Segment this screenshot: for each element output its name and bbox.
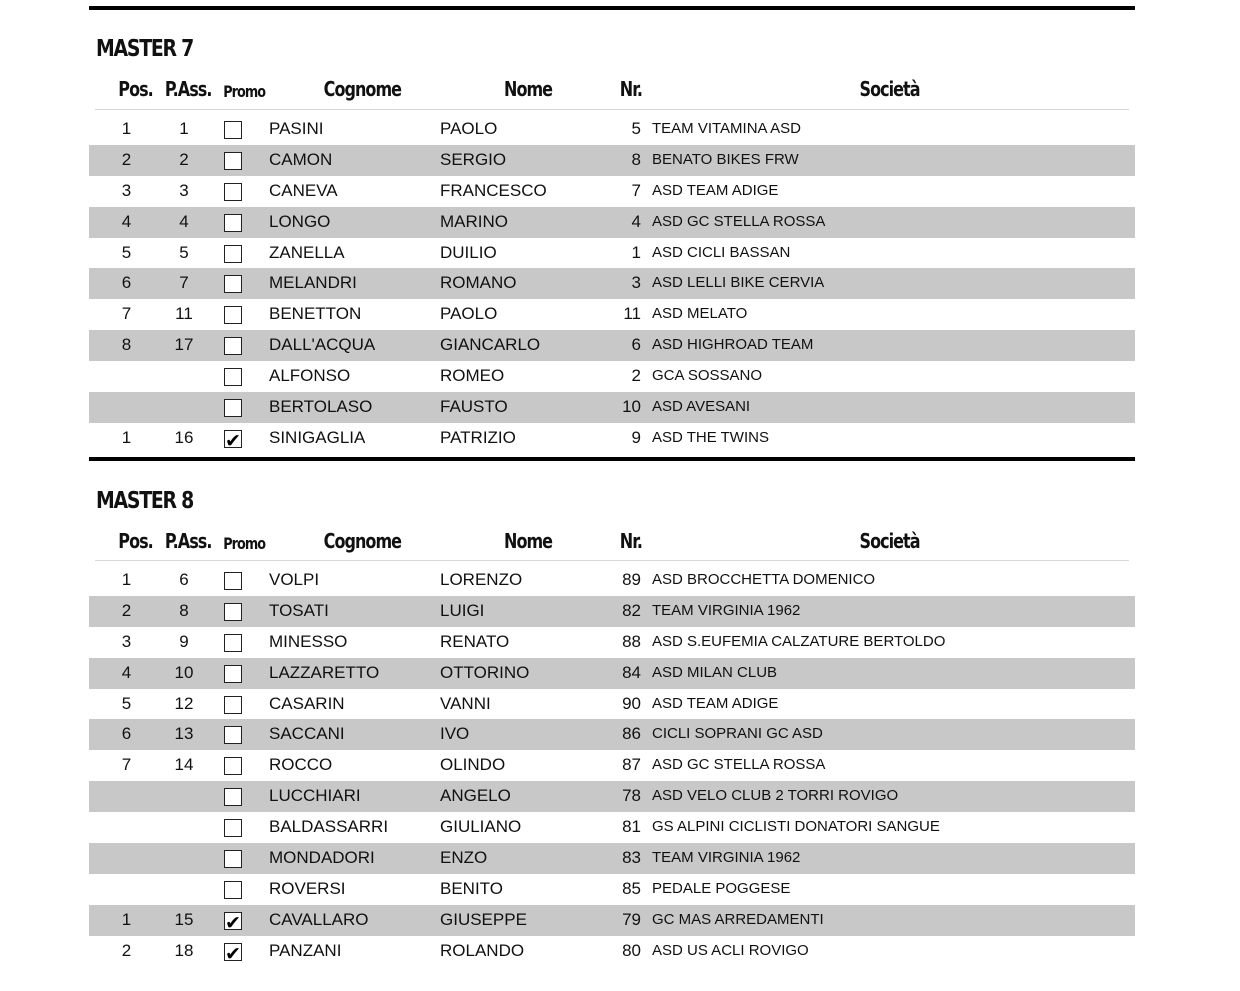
table-row [89,176,1135,207]
promo-checkbox[interactable] [224,696,242,714]
cell-nome: PATRIZIO [440,427,516,447]
cell-societa: BENATO BIKES FRW [652,150,799,168]
cell-cognome: PASINI [269,119,324,138]
cell-pos: 1 [121,427,132,447]
cell-societa: PEDALE POGGESE [652,879,791,897]
cell-societa: TEAM VITAMINA ASD [652,120,801,137]
table-row [89,207,1135,238]
cell-nome: PAOLO [440,304,498,324]
table-row [89,905,1135,936]
cell-nr: 9 [631,427,641,447]
cell-societa: TEAM VIRGINIA 1962 [652,849,801,867]
cell-cognome: CANEVA [269,180,338,200]
cell-pass: 16 [174,427,194,447]
cell-pos: 2 [121,600,132,620]
table-row [89,596,1135,627]
cell-pos: 8 [121,335,132,355]
cell-pass: 12 [174,693,194,713]
section-bottom-rule [89,457,1135,461]
cell-pass: 8 [179,600,189,620]
cell-nr: 80 [622,940,641,960]
cell-nome: ROMANO [440,273,517,293]
table-header [89,529,1135,559]
cell-nr: 6 [631,335,641,355]
cell-cognome: DALL'ACQUA [269,335,376,355]
cell-nome: BENITO [440,878,503,898]
table-row [89,330,1135,361]
header-promo: Promo [223,534,266,553]
cell-societa: ASD GC STELLA ROSSA [652,212,826,230]
cell-nr: 87 [622,755,641,775]
table-row [89,843,1135,874]
cell-societa: TEAM VIRGINIA 1962 [652,601,801,619]
cell-nr: 82 [622,600,641,620]
cell-nr: 10 [622,397,641,417]
cell-nome: ENZO [440,848,488,868]
cell-pos: 4 [121,662,132,682]
promo-checkbox[interactable] [224,275,242,293]
cell-pos: 1 [121,570,132,589]
cell-societa: ASD S.EUFEMIA CALZATURE BERTOLDO [652,632,946,650]
cell-pos: 6 [121,724,132,744]
table-row [89,936,1135,967]
cell-nome: DUILIO [440,242,497,262]
cell-pass: 2 [179,149,189,169]
table-header [89,77,1135,107]
cell-societa: ASD TEAM ADIGE [652,694,779,712]
promo-checkbox[interactable] [224,399,242,417]
cell-nr: 4 [631,211,641,231]
promo-checkbox[interactable] [224,603,242,621]
section-title: MASTER 7 [96,36,194,62]
cell-nome: LUIGI [440,600,485,620]
cell-pass: 10 [174,662,194,682]
header-pos: Pos. [118,77,153,101]
cell-nome: FRANCESCO [440,180,547,200]
cell-nome: LORENZO [440,570,523,589]
cell-pos: 7 [121,755,132,775]
cell-cognome: VOLPI [269,570,320,589]
cell-pass: 7 [179,273,189,293]
cell-nr: 78 [622,786,641,806]
cell-pass: 9 [179,631,189,651]
section-top-rule [89,6,1135,10]
cell-pass: 6 [179,570,189,589]
header-divider [95,109,1129,110]
header-nr: Nr. [619,77,642,101]
table-row [89,627,1135,658]
promo-checkbox[interactable] [224,430,242,448]
cell-cognome: ROCCO [269,755,333,775]
cell-nome: ROLANDO [440,940,525,960]
header-nr: Nr. [619,529,642,553]
header-pass: P.Ass. [164,77,212,101]
promo-checkbox[interactable] [224,306,242,324]
cell-cognome: LONGO [269,211,331,231]
header-cognome: Cognome [323,77,402,101]
cell-pass: 11 [175,304,193,324]
promo-checkbox[interactable] [224,881,242,899]
cell-nr: 84 [622,662,641,682]
cell-societa: ASD MELATO [652,305,748,323]
cell-societa: ASD AVESANI [652,398,751,416]
header-divider [95,560,1129,561]
cell-societa: ASD VELO CLUB 2 TORRI ROVIGO [652,787,899,805]
promo-checkbox[interactable] [224,726,242,744]
cell-nome: GIUSEPPE [440,909,527,929]
cell-societa: CICLI SOPRANI GC ASD [652,725,823,743]
cell-nr: 88 [622,631,641,651]
cell-pos: 5 [121,693,132,713]
cell-cognome: ROVERSI [269,878,346,898]
cell-pass: 13 [174,724,194,744]
cell-pass: 15 [174,909,194,929]
cell-cognome: SACCANI [269,724,345,744]
promo-checkbox[interactable] [224,152,242,170]
cell-nome: RENATO [440,631,510,651]
cell-nome: FAUSTO [440,397,508,417]
cell-cognome: MELANDRI [269,273,357,293]
cell-societa: ASD BROCCHETTA DOMENICO [652,571,876,588]
cell-nr: 81 [622,817,641,837]
cell-cognome: TOSATI [269,600,329,620]
promo-checkbox[interactable] [224,121,242,139]
header-promo: Promo [223,82,266,101]
header-nome: Nome [504,529,553,553]
cell-societa: ASD THE TWINS [652,428,769,446]
cell-cognome: LAZZARETTO [269,662,380,682]
promo-checkbox[interactable] [224,337,242,355]
cell-cognome: PANZANI [269,940,342,960]
cell-cognome: ALFONSO [269,366,351,386]
cell-nr: 86 [622,724,641,744]
promo-checkbox[interactable] [224,245,242,263]
cell-cognome: ZANELLA [269,242,345,262]
cell-pos: 7 [121,304,132,324]
promo-checkbox[interactable] [224,214,242,232]
promo-checkbox[interactable] [224,572,242,590]
promo-checkbox[interactable] [224,665,242,683]
cell-nr: 83 [622,848,641,868]
cell-nome: IVO [440,724,470,744]
table-row [89,392,1135,423]
cell-nr: 1 [631,242,641,262]
cell-nome: PAOLO [440,119,498,138]
cell-pos: 2 [121,940,132,960]
cell-nome: OTTORINO [440,662,530,682]
cell-nome: GIULIANO [440,817,522,837]
cell-cognome: MONDADORI [269,848,375,868]
promo-checkbox[interactable] [224,819,242,837]
cell-nome: GIANCARLO [440,335,541,355]
cell-cognome: BALDASSARRI [269,817,389,837]
cell-nr: 2 [631,366,641,386]
promo-checkbox[interactable] [224,788,242,806]
cell-cognome: BENETTON [269,304,362,324]
section-title: MASTER 8 [96,488,194,514]
cell-pos: 1 [121,119,132,138]
table-row [89,268,1135,299]
cell-cognome: MINESSO [269,631,348,651]
cell-pos: 5 [121,242,132,262]
results-table [89,114,1135,454]
cell-cognome: CASARIN [269,693,345,713]
cell-nr: 8 [631,149,641,169]
cell-pass: 18 [174,940,194,960]
promo-checkbox[interactable] [224,943,242,961]
cell-pos: 3 [121,631,132,651]
results-table [89,565,1135,967]
header-societa: Società [859,529,920,553]
cell-nome: ROMEO [440,366,505,386]
cell-societa: ASD US ACLI ROVIGO [652,941,809,959]
table-row [89,812,1135,843]
cell-pass: 1 [179,119,189,138]
cell-nr: 5 [631,119,641,138]
header-pass: P.Ass. [164,529,212,553]
table-row [89,719,1135,750]
table-row [89,781,1135,812]
cell-nome: ANGELO [440,786,511,806]
cell-nr: 89 [622,570,641,589]
table-row [89,874,1135,905]
cell-pass: 3 [179,180,189,200]
cell-pos: 6 [121,273,132,293]
cell-societa: ASD MILAN CLUB [652,663,778,681]
cell-nome: VANNI [440,693,491,713]
cell-societa: ASD HIGHROAD TEAM [652,336,814,354]
cell-nr: 11 [623,304,641,324]
cell-pass: 4 [179,211,189,231]
cell-societa: ASD CICLI BASSAN [652,243,791,261]
table-row [89,299,1135,330]
promo-checkbox[interactable] [224,912,242,930]
header-societa: Società [859,77,920,101]
cell-pos: 1 [121,909,132,929]
table-row [89,658,1135,689]
cell-nr: 79 [622,909,641,929]
promo-checkbox[interactable] [224,757,242,775]
cell-nome: MARINO [440,211,508,231]
cell-cognome: BERTOLASO [269,397,373,417]
cell-pos: 3 [121,180,132,200]
cell-nr: 85 [622,878,641,898]
header-cognome: Cognome [323,529,402,553]
cell-nome: OLINDO [440,755,506,775]
promo-checkbox[interactable] [224,368,242,386]
cell-societa: ASD GC STELLA ROSSA [652,756,826,774]
cell-societa: GS ALPINI CICLISTI DONATORI SANGUE [652,818,940,836]
cell-pass: 5 [179,242,189,262]
cell-cognome: LUCCHIARI [269,786,361,806]
cell-nome: SERGIO [440,149,507,169]
cell-cognome: CAVALLARO [269,909,369,929]
cell-nr: 7 [631,180,641,200]
cell-cognome: SINIGAGLIA [269,427,366,447]
cell-nr: 3 [631,273,641,293]
table-row [89,565,1135,596]
cell-societa: GCA SOSSANO [652,367,763,385]
cell-cognome: CAMON [269,149,333,169]
table-row [89,114,1135,145]
table-row [89,238,1135,269]
table-row [89,750,1135,781]
cell-pass: 14 [174,755,194,775]
table-row [89,423,1135,454]
cell-pass: 17 [174,335,194,355]
cell-pos: 4 [121,211,132,231]
header-pos: Pos. [118,529,153,553]
table-row [89,145,1135,176]
promo-checkbox[interactable] [224,850,242,868]
table-row [89,689,1135,720]
table-row [89,361,1135,392]
cell-societa: GC MAS ARREDAMENTI [652,910,824,928]
cell-societa: ASD TEAM ADIGE [652,181,779,199]
cell-nr: 90 [622,693,641,713]
cell-societa: ASD LELLI BIKE CERVIA [652,274,825,292]
promo-checkbox[interactable] [224,183,242,201]
header-nome: Nome [504,77,553,101]
cell-pos: 2 [121,149,132,169]
promo-checkbox[interactable] [224,634,242,652]
